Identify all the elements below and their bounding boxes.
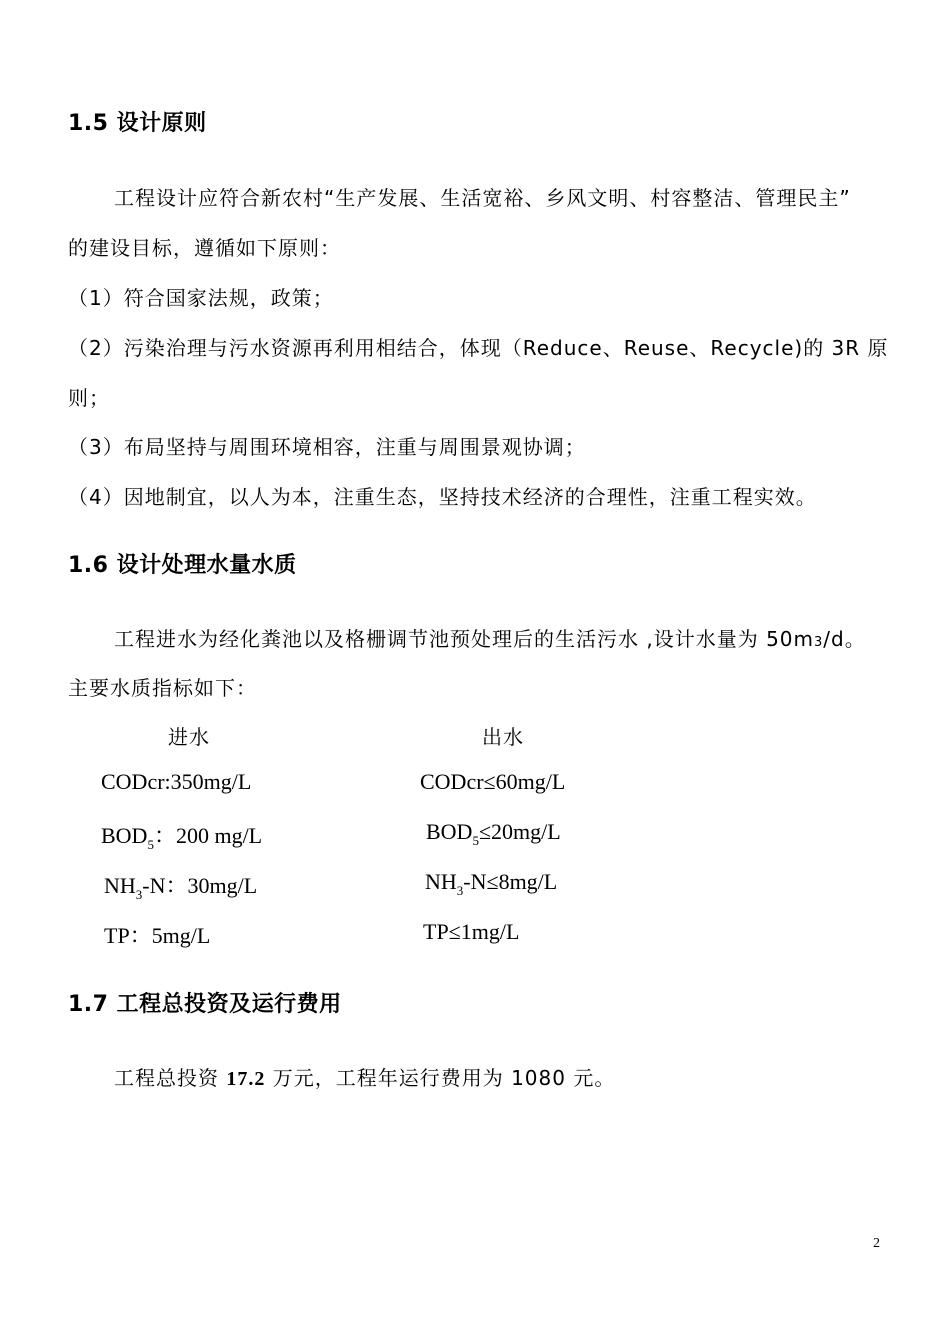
inflow-bod-subscript: 5 — [147, 837, 154, 852]
principle-item-4: （4）因地制宜，以人为本，注重生态，坚持技术经济的合理性，注重工程实效。 — [68, 485, 817, 509]
inflow-nh3n-subscript: 3 — [135, 887, 143, 902]
principle-item-2-line2: 则； — [68, 386, 110, 410]
cubic-superscript: 3 — [814, 635, 824, 650]
investment-label: 工程总投资 — [114, 1066, 227, 1090]
outflow-nh3n — [425, 869, 557, 899]
principle-item-1: （1）符合国家法规，政策； — [68, 286, 334, 310]
section-1-7-title: 1.7 工程总投资及运行费用 — [68, 992, 342, 1017]
water-quality-para-line1 — [114, 623, 866, 652]
outflow-bod-subscript: 5 — [472, 833, 479, 848]
inflow-nh3n-label: NH — [104, 873, 136, 898]
section-1-6-title: 1.6 设计处理水量水质 — [68, 553, 297, 578]
water-quality-para-text: 工程进水为经化粪池以及格栅调节池预处理后的生活污水 ,设计水量为 50m — [114, 627, 815, 651]
outflow-nh3n-label: NH — [425, 869, 457, 894]
outflow-tp — [423, 919, 519, 945]
inflow-bod — [101, 819, 262, 853]
outflow-nh3n-value: -N≤8mg/L — [463, 869, 558, 894]
inflow-header: 进水 — [168, 725, 210, 749]
outflow-bod-value: ≤20mg/L — [478, 819, 561, 844]
inflow-bod-value: ：200 mg/L — [153, 823, 263, 848]
outflow-header: 出水 — [482, 725, 524, 749]
investment-amount: 17.2 — [226, 1068, 266, 1090]
outflow-cod-text: CODcr≤60mg/L — [420, 769, 566, 794]
principles-intro-line1: 工程设计应符合新农村“生产发展、生活宽裕、乡风文明、村容整洁、管理民主” — [114, 186, 851, 210]
inflow-tp — [104, 919, 210, 950]
page-number: 2 — [873, 1236, 880, 1251]
section-1-5-title: 1.5 设计原则 — [68, 111, 207, 136]
water-quality-para-line2: 主要水质指标如下： — [68, 676, 257, 700]
outflow-tp-text: TP≤1mg/L — [423, 919, 520, 944]
principle-item-2-line1: （2）污染治理与污水资源再利用相结合，体现（Reduce、Reuse、Recycle)的 3R 原 — [68, 336, 889, 360]
outflow-bod — [426, 819, 561, 849]
inflow-cod-text: CODcr:350mg/L — [101, 769, 252, 794]
inflow-bod-label: BOD — [101, 823, 148, 848]
inflow-cod — [101, 769, 251, 795]
outflow-nh3n-subscript: 3 — [456, 883, 464, 898]
water-quality-para-unit: /d。 — [823, 627, 866, 651]
inflow-tp-text: TP：5mg/L — [104, 923, 211, 948]
principle-item-3: （3）布局坚持与周围环境相容，注重与周围景观协调； — [68, 435, 586, 459]
outflow-bod-label: BOD — [426, 819, 473, 844]
investment-rest: 万元，工程年运行费用为 1080 元。 — [265, 1066, 616, 1090]
outflow-cod — [420, 769, 565, 795]
investment-para — [114, 1062, 615, 1091]
inflow-nh3n-value: -N：30mg/L — [142, 873, 258, 898]
inflow-nh3n — [104, 869, 257, 903]
principles-intro-line2: 的建设目标，遵循如下原则： — [68, 236, 341, 260]
